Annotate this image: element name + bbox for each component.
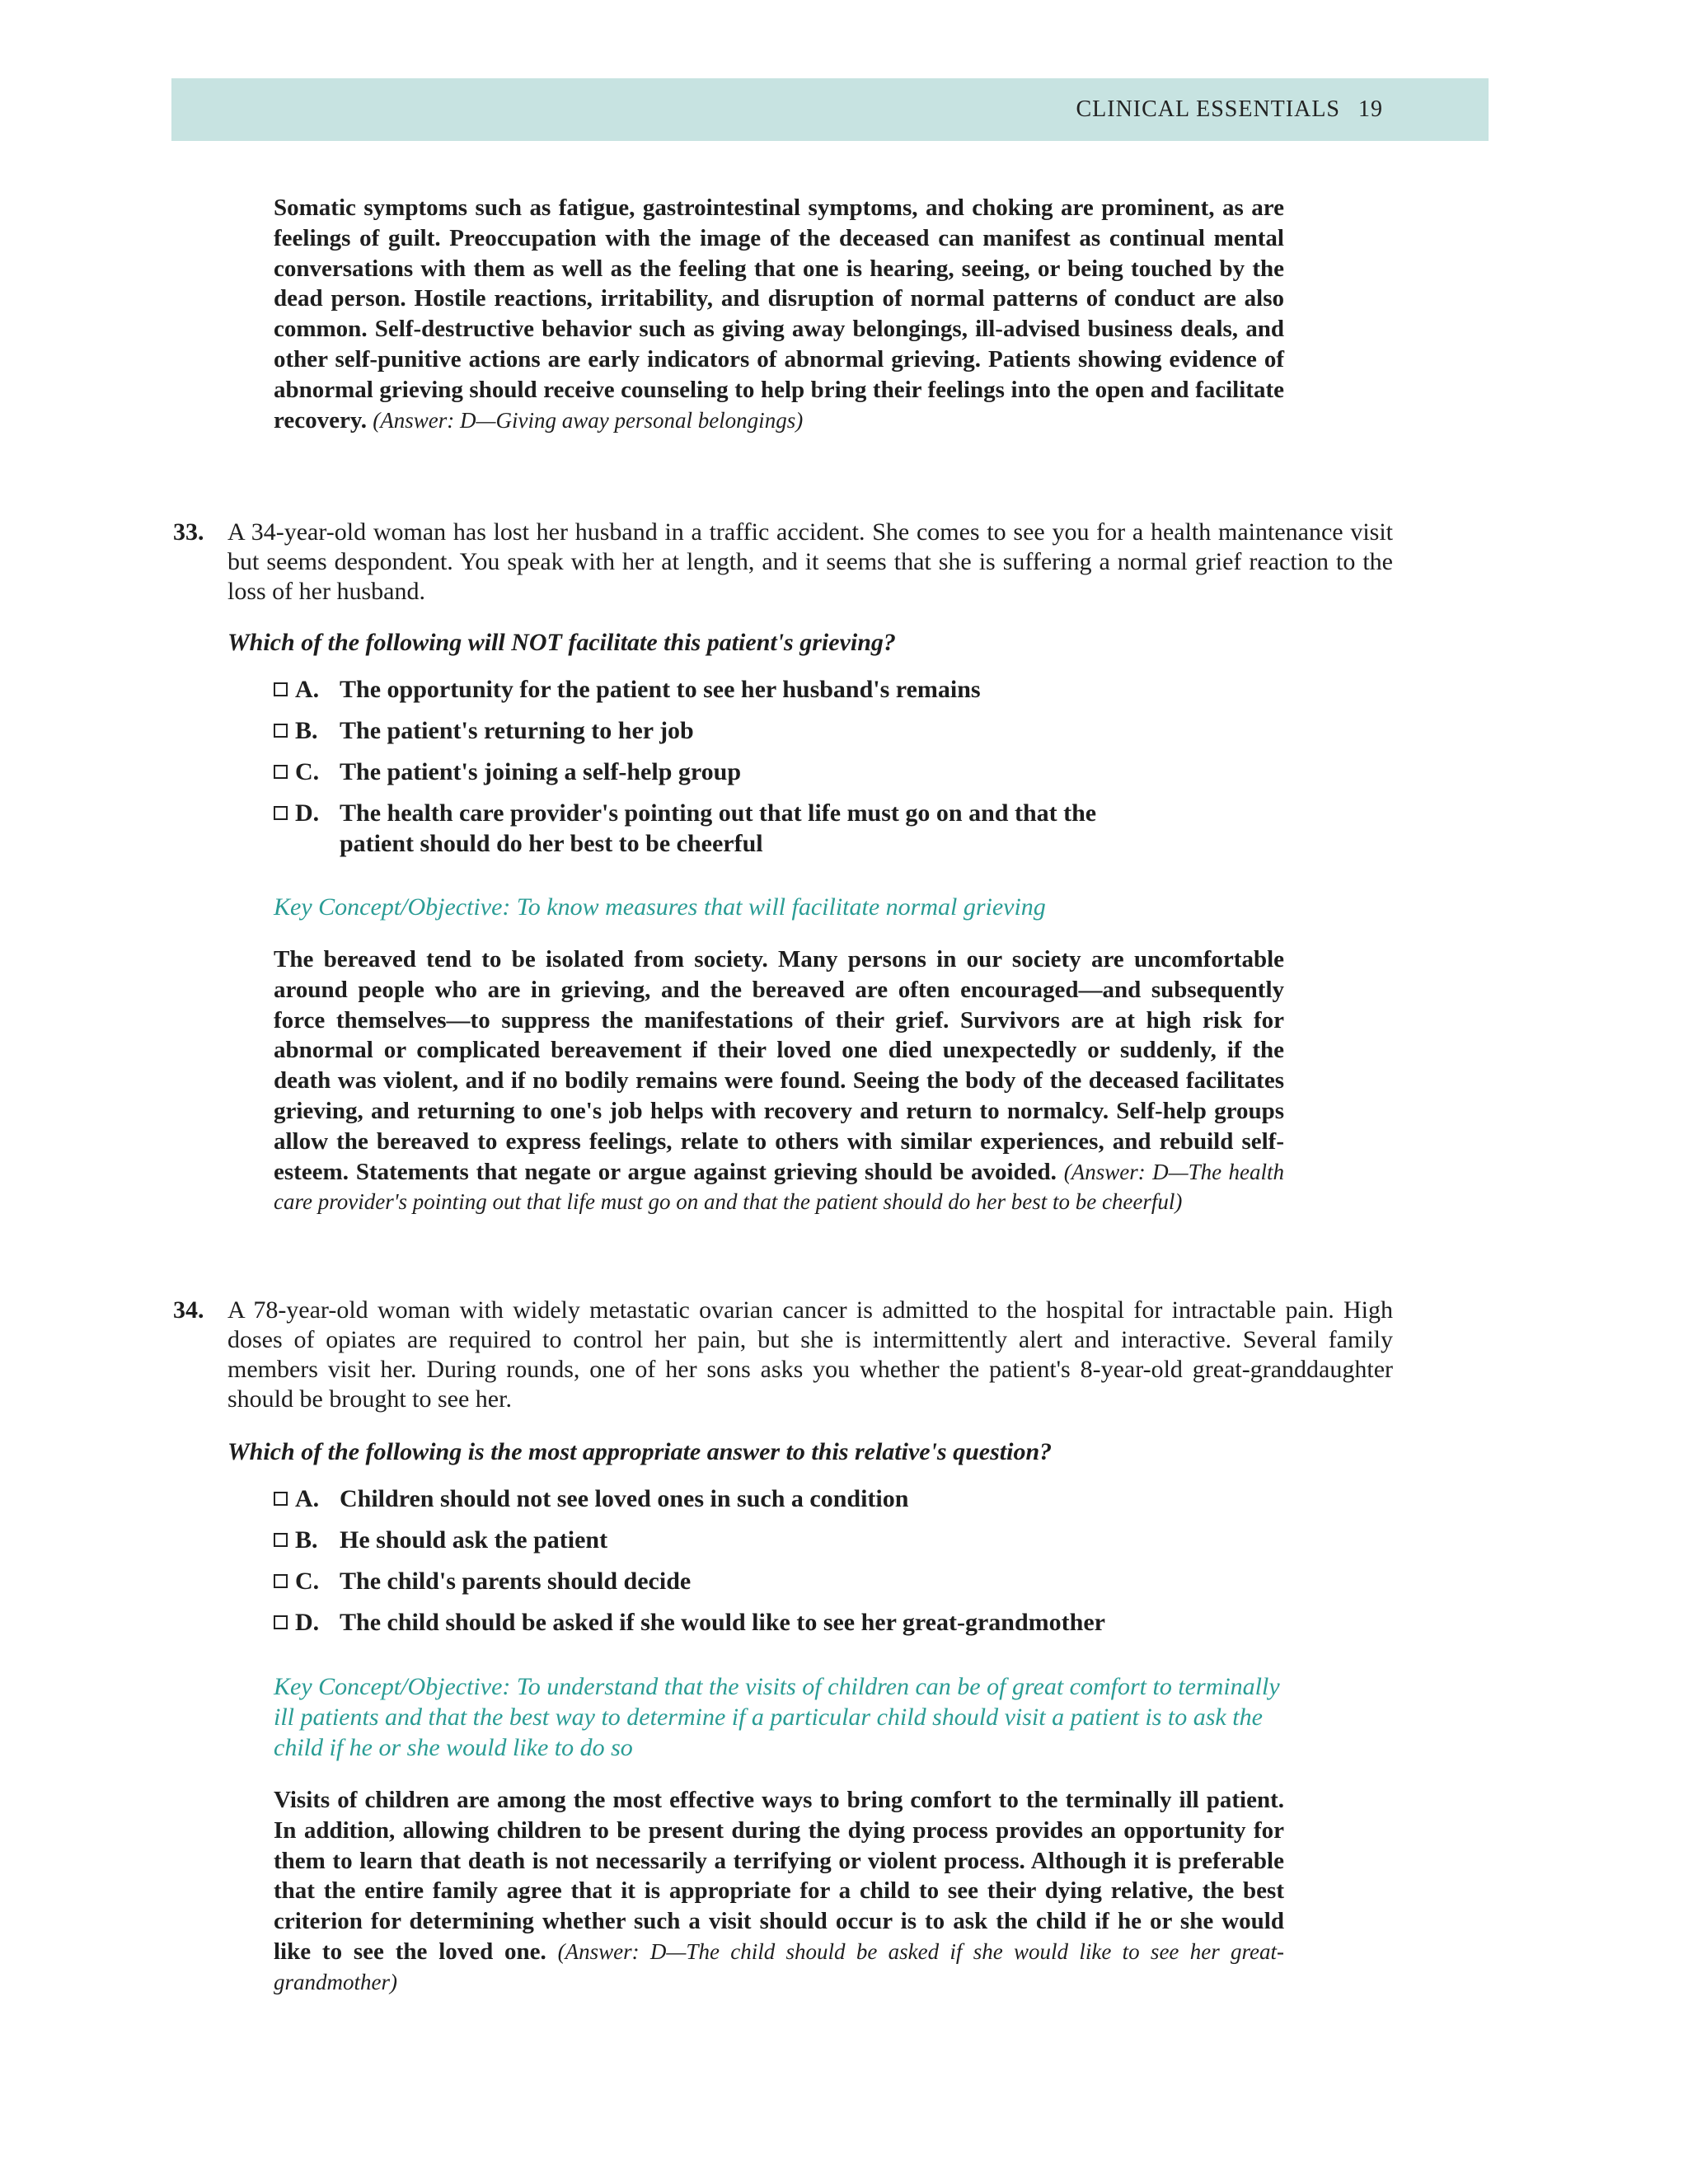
page-number: 19: [1358, 96, 1383, 122]
question-34: [173, 1296, 1393, 1414]
checkbox-icon[interactable]: [274, 1574, 288, 1588]
question-34-prompt: Which of the following is the most appropriate answer to this relative's question?: [227, 1438, 1053, 1465]
option-letter: D.: [295, 799, 320, 827]
explanation-text: The bereaved tend to be isolated from society. Many persons in our society are uncomfortable around people who are in grieving, and the bereaved are often encouraged—and subsequently force themselves—to suppress the manifestations of their grief. Survivors are at high risk for abnormal or complicated bereavement if their loved one died unexpectedly or suddenly, if the death was violent, and if no bodily remains were found. Seeing the body of the deceased facilitates grieving, and returning to one's job helps with recovery and return to normalcy. Self-help groups allow the bereaved to express feelings, relate to others with similar experiences, and rebuild self-esteem. Statements that negate or argue against grieving should be avoided.: [274, 946, 1284, 1185]
checkbox-icon[interactable]: [274, 1615, 288, 1629]
answer-text: (Answer: D—The health care provider's pointing out that life must go on and that the patient should do her best to be cheerful): [274, 1159, 1284, 1215]
explanation-33: [274, 944, 1284, 1217]
checkbox-icon[interactable]: [274, 765, 288, 779]
option-letter: C.: [295, 758, 320, 785]
option-letter: B.: [295, 717, 318, 744]
option-text: The patient's joining a self-help group: [340, 758, 742, 785]
running-header: [171, 78, 1489, 141]
option-letter: A.: [295, 676, 320, 703]
option-c[interactable]: [274, 757, 1345, 787]
explanation-34: [274, 1785, 1284, 1998]
checkbox-icon[interactable]: [274, 806, 288, 820]
question-33-prompt: Which of the following will NOT facilitate this patient's grieving?: [227, 629, 896, 656]
key-concept-33: Key Concept/Objective: To know measures that will facilitate normal grieving: [274, 893, 1046, 921]
header-text: [1076, 96, 1383, 123]
option-d[interactable]: [274, 1607, 1345, 1638]
option-a[interactable]: [274, 674, 1345, 705]
option-text: The child's parents should decide: [340, 1568, 692, 1595]
answer-text: (Answer: D—The child should be asked if she would like to see her great-grandmother): [274, 1938, 1285, 1994]
checkbox-icon[interactable]: [274, 1492, 288, 1506]
option-text: The child should be asked if she would like to see her great-grandmother: [340, 1609, 1105, 1636]
option-d[interactable]: [274, 798, 1345, 857]
section-title: CLINICAL ESSENTIALS: [1076, 96, 1340, 122]
option-letter: D.: [295, 1609, 320, 1636]
explanation-text: Visits of children are among the most effective ways to bring comfort to the terminally ill patient. In addition, allowing children to be present during the dying process provides an opportunity for them to learn that death is not necessarily a terrifying or violent process. Although it is preferable that the entire family agree that it is appropriate for a child to see their dying relative, the best criterion for determining whether such a visit should occur is to ask the child if he or she would like to see the loved one.: [274, 1787, 1284, 1965]
option-letter: A.: [295, 1485, 320, 1512]
option-a[interactable]: [274, 1483, 1345, 1514]
checkbox-icon[interactable]: [274, 682, 288, 696]
checkbox-icon[interactable]: [274, 724, 288, 738]
question-stem: A 34-year-old woman has lost her husband in a traffic accident. She comes to see you for a health maintenance visit but seems despondent. You speak with her at length, and it seems that she is suffering a normal grief reaction to the loss of her husband.: [227, 518, 1393, 605]
option-b[interactable]: [274, 1525, 1345, 1555]
option-text: The health care provider's pointing out that life must go on and that the patient should do her best to be cheerful: [340, 799, 1097, 857]
option-text: The patient's returning to her job: [340, 717, 694, 744]
explanation-text: Somatic symptoms such as fatigue, gastrointestinal symptoms, and choking are prominent, as are feelings of guilt. Preoccupation with the image of the deceased can manifest as continual mental conversations with them as well as the feeling that one is hearing, seeing, or being touched by the dead person. Hostile reactions, irritability, and disruption of normal patterns of conduct are also common. Self-destructive behavior such as giving away belongings, ill-advised business deals, and other self-punitive actions are early indicators of abnormal grieving. Patients showing evidence of abnormal grieving should receive counseling to help bring their feelings into the open and facilitate recovery.: [274, 194, 1284, 434]
option-letter: C.: [295, 1568, 320, 1595]
question-stem: A 78-year-old woman with widely metastatic ovarian cancer is admitted to the hospital for intractable pain. High doses of opiates are required to control her pain, but she is intermittently alert and interactive. Several family members visit her. During rounds, one of her sons asks you whether the patient's 8-year-old great-granddaughter should be brought to see her.: [227, 1296, 1393, 1413]
question-number: 33.: [173, 518, 204, 546]
answer-text: (Answer: D—Giving away personal belongings): [373, 407, 804, 433]
option-text: The opportunity for the patient to see her husband's remains: [340, 676, 981, 703]
option-text: Children should not see loved ones in such a condition: [340, 1485, 909, 1512]
question-number: 34.: [173, 1296, 204, 1324]
option-b[interactable]: [274, 715, 1345, 746]
question-33: [173, 518, 1393, 607]
option-letter: B.: [295, 1526, 318, 1554]
intro-explanation: [274, 193, 1284, 435]
checkbox-icon[interactable]: [274, 1533, 288, 1547]
key-concept-34: Key Concept/Objective: To understand that the visits of children can be of great comfort to terminally ill patients and that the best way to determine if a particular child should visit a patient is to ask the child if he or she would like to do so: [274, 1673, 1280, 1761]
option-text: He should ask the patient: [340, 1526, 608, 1554]
option-c[interactable]: [274, 1566, 1345, 1596]
